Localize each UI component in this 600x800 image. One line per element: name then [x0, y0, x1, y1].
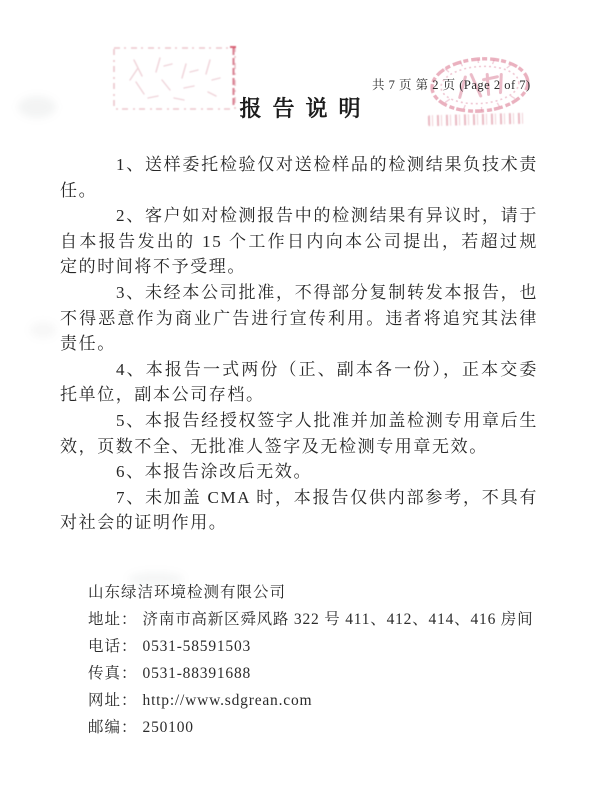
address-value: 济南市高新区舜风路 322 号 411、412、414、416 房间 — [142, 611, 534, 628]
contact-website — [88, 687, 533, 714]
website-label: 网址： — [88, 692, 138, 709]
phone-label: 电话： — [88, 638, 138, 655]
page-number: 共 7 页 第 2 页 (Page 2 of 7) — [372, 78, 531, 92]
fax-value: 0531-88391688 — [142, 665, 252, 682]
contact-postcode — [88, 714, 533, 741]
fax-label: 传真： — [88, 665, 138, 682]
note-paragraph-4: 4、本报告一式两份（正、副本各一份），正本交委托单位，副本公司存档。 — [60, 359, 538, 405]
postcode-value: 250100 — [142, 719, 194, 736]
note-paragraph-3: 3、未经本公司批准，不得部分复制转发本报告，也不得恶意作为商业广告进行宣传利用。违者将追究其法律责任。 — [60, 282, 538, 354]
note-paragraph-6: 6、本报告涂改后无效。 — [116, 462, 313, 482]
company-name: 山东绿洁环境检测有限公司 — [88, 584, 287, 601]
contact-address — [88, 606, 533, 633]
address-label: 地址： — [88, 611, 138, 628]
company-contact-block — [88, 579, 533, 741]
postcode-label: 邮编： — [88, 719, 138, 736]
note-paragraph-7: 7、未加盖 CMA 时，本报告仅供内部参考，不具有对社会的证明作用。 — [60, 487, 538, 533]
website-value: http://www.sdgrean.com — [142, 692, 313, 709]
contact-fax — [88, 660, 533, 687]
phone-value: 0531-58591503 — [142, 638, 252, 655]
scan-smudge — [30, 322, 56, 338]
contact-phone — [88, 633, 533, 660]
note-paragraph-1: 1、送样委托检验仅对送检样品的检测结果负技术责任。 — [60, 155, 538, 200]
page-title: 报告说明 — [239, 96, 372, 121]
report-notes — [60, 152, 538, 536]
note-paragraph-5: 5、本报告经授权签字人批准并加盖检测专用章后生效，页数不全、无批准人签字及无检测专用章无效。 — [60, 410, 538, 456]
note-paragraph-2: 2、客户如对检测报告中的检测结果有异议时，请于自本报告发出的 15 个工作日内向本公司提出，若超过规定的时间将不予受理。 — [60, 206, 538, 277]
